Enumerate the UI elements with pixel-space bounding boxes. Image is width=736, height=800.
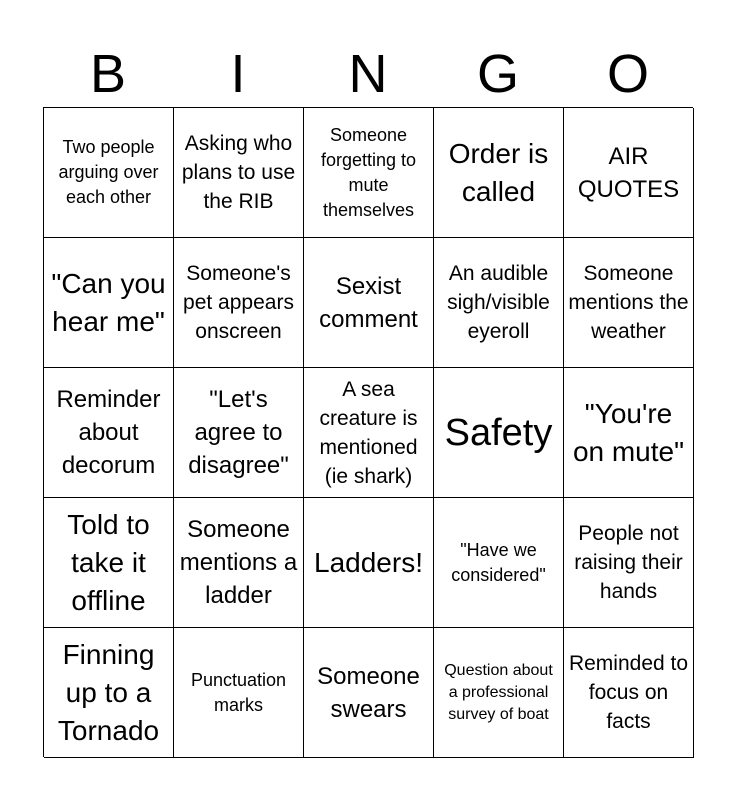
- bingo-cell[interactable]: [44, 238, 174, 368]
- header-letter-i: I: [230, 44, 246, 104]
- bingo-cell[interactable]: [304, 498, 434, 628]
- bingo-cell-free[interactable]: [434, 368, 564, 498]
- bingo-cell[interactable]: [564, 498, 694, 628]
- header-letter-o: O: [606, 44, 649, 104]
- header-letter-g: G: [476, 44, 519, 104]
- cell-text: Reminder about decorum: [56, 386, 161, 479]
- cell-text: People not raising their hands: [574, 522, 683, 603]
- bingo-cell[interactable]: [44, 108, 174, 238]
- header-letter-b: B: [89, 44, 127, 104]
- bingo-cell[interactable]: [304, 368, 434, 498]
- bingo-board: [43, 107, 693, 757]
- bingo-cell[interactable]: [174, 368, 304, 498]
- cell-text: Someone's pet appears onscreen: [183, 262, 294, 343]
- bingo-cell[interactable]: [174, 238, 304, 368]
- bingo-cell[interactable]: [564, 628, 694, 758]
- cell-text: Reminded to focus on facts: [568, 652, 689, 733]
- bingo-cell[interactable]: [304, 108, 434, 238]
- cell-text: Someone mentions the weather: [568, 262, 689, 343]
- bingo-cell[interactable]: [174, 108, 304, 238]
- cell-text: Ladders!: [314, 546, 423, 578]
- bingo-cell[interactable]: [44, 498, 174, 628]
- cell-text: Question about a professional survey of boat: [444, 661, 553, 723]
- cell-text: Punctuation marks: [190, 669, 287, 715]
- cell-text: Someone swears: [317, 662, 420, 723]
- cell-text: Order is called: [448, 137, 549, 207]
- cell-text: A sea creature is mentioned (ie shark): [319, 377, 418, 488]
- cell-text: "Have we considered": [451, 539, 546, 585]
- bingo-cell[interactable]: [564, 108, 694, 238]
- bingo-cell[interactable]: [434, 238, 564, 368]
- cell-text: An audible sigh/visible eyeroll: [447, 262, 550, 343]
- bingo-header: [43, 40, 693, 108]
- bingo-cell[interactable]: [434, 628, 564, 758]
- cell-text: Finning up to a Tornado: [57, 638, 160, 746]
- cell-text: AIR QUOTES: [577, 142, 680, 203]
- cell-text: Safety: [444, 411, 553, 454]
- cell-text: Sexist comment: [319, 272, 418, 333]
- cell-text: Asking who plans to use the RIB: [181, 132, 296, 213]
- cell-text: Someone forgetting to mute themselves: [320, 124, 417, 220]
- bingo-cell[interactable]: [564, 238, 694, 368]
- cell-text: Told to take it offline: [67, 508, 150, 616]
- bingo-cell[interactable]: [174, 498, 304, 628]
- bingo-cell[interactable]: [434, 498, 564, 628]
- cell-text: Someone mentions a ladder: [179, 516, 298, 609]
- bingo-cell[interactable]: [44, 368, 174, 498]
- cell-text: "Let's agree to disagree": [188, 386, 289, 479]
- bingo-cell[interactable]: [304, 628, 434, 758]
- cell-text: "Can you hear me": [51, 267, 166, 337]
- bingo-cell[interactable]: [304, 238, 434, 368]
- cell-text: Two people arguing over each other: [58, 137, 159, 207]
- bingo-cell[interactable]: [174, 628, 304, 758]
- cell-text: "You're on mute": [572, 397, 685, 467]
- header-letter-n: N: [348, 44, 388, 104]
- bingo-cell[interactable]: [434, 108, 564, 238]
- bingo-cell[interactable]: [44, 628, 174, 758]
- bingo-cell[interactable]: [564, 368, 694, 498]
